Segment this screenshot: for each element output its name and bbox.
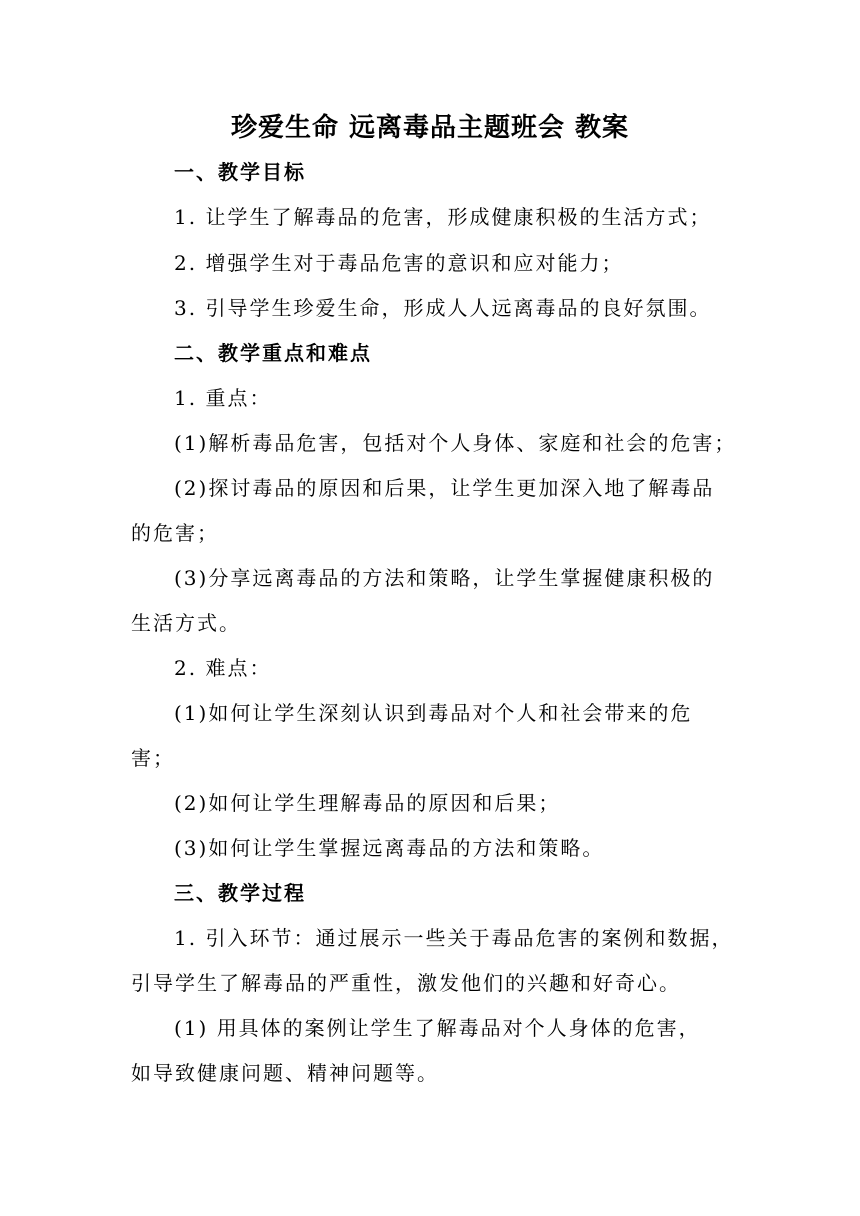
section-heading-objectives: 一、教学目标 [174,160,306,184]
paragraph-line: 3. 引导学生珍爱生命，形成人人远离毒品的良好氛围。 [174,296,712,320]
paragraph-line: (3)分享远离毒品的方法和策略，让学生掌握健康积极的 [174,566,715,590]
paragraph-line: 引导学生了解毒品的严重性，激发他们的兴趣和好奇心。 [131,971,681,995]
paragraph-line: (2)探讨毒品的原因和后果，让学生更加深入地了解毒品 [174,476,715,500]
paragraph-line: 1. 重点： [174,386,272,410]
paragraph-line: 2. 增强学生对于毒品危害的意识和应对能力； [174,251,624,275]
paragraph-line: (3)如何让学生掌握远离毒品的方法和策略。 [174,836,605,860]
section-heading-key-points: 二、教学重点和难点 [174,341,372,365]
paragraph-line: (1) 用具体的案例让学生了解毒品对个人身体的危害， [174,1016,701,1040]
paragraph-line: 生活方式。 [131,611,241,635]
paragraph-line: (2)如何让学生理解毒品的原因和后果； [174,791,561,815]
document-title: 珍爱生命 远离毒品主题班会 教案 [230,113,630,143]
paragraph-line: 1. 引入环节：通过展示一些关于毒品危害的案例和数据， [174,926,734,950]
paragraph-line: 1. 让学生了解毒品的危害，形成健康积极的生活方式； [174,205,712,229]
paragraph-line: 如导致健康问题、精神问题等。 [131,1061,439,1085]
paragraph-line: 的危害； [131,521,219,545]
paragraph-line: (1)如何让学生深刻认识到毒品对个人和社会带来的危 [174,701,693,725]
paragraph-line: 害； [131,746,175,770]
section-heading-process: 三、教学过程 [174,881,306,905]
paragraph-line: (1)解析毒品危害，包括对个人身体、家庭和社会的危害； [174,431,737,455]
paragraph-line: 2. 难点： [174,656,272,680]
